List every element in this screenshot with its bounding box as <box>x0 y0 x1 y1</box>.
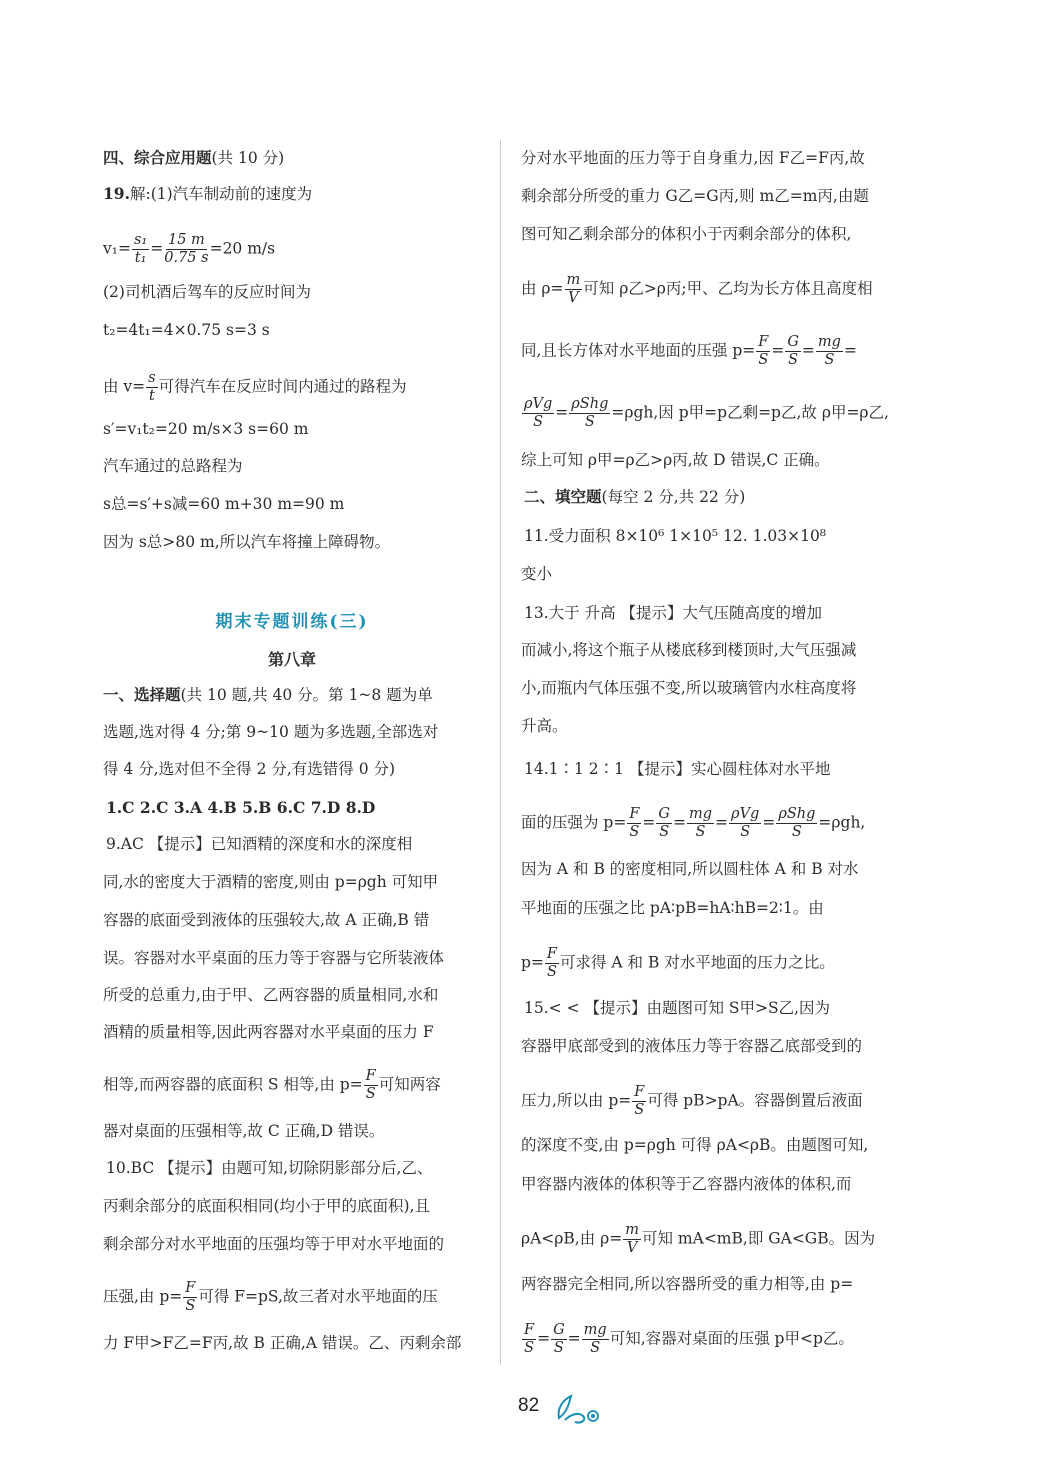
q10-line-5: 力 F甲>F乙=F丙,故 B 正确,A 错误。乙、丙剩余部 <box>103 1334 462 1352</box>
fraction <box>146 370 157 405</box>
fraction-num: F <box>634 1084 645 1100</box>
page-number: 82 <box>518 1395 540 1416</box>
fraction-num: mg <box>689 806 713 822</box>
q10-cont-line-3: 图可知乙剩余部分的体积小于丙剩余部分的体积, <box>521 225 852 243</box>
text-part: 可知 mA<mB,即 GA<GB。因为 <box>642 1229 876 1248</box>
text-part: p= <box>521 953 544 972</box>
fraction <box>545 946 559 981</box>
q14-line-4: 平地面的压强之比 pA∶pB=hA∶hB=2∶1。由 <box>521 899 824 917</box>
q15-line-6 <box>521 1222 875 1257</box>
q15-line-5: 甲容器内液体的体积等于乙容器内液体的体积,而 <box>521 1175 852 1193</box>
q10-cont-line-7: 综上可知 ρ甲=ρ乙>ρ丙,故 D 错误,C 正确。 <box>521 451 830 469</box>
fraction <box>565 272 583 307</box>
fraction <box>687 806 714 841</box>
q10-line-3: 剩余部分对水平地面的压强均等于甲对水平地面的 <box>103 1235 445 1253</box>
fraction-num: 15 m <box>168 232 205 248</box>
fraction-den: S <box>788 352 799 368</box>
text-part: 由 ρ= <box>521 279 564 298</box>
fraction <box>551 1322 567 1357</box>
fraction-den: S <box>695 824 706 840</box>
fraction-num: G <box>553 1322 565 1338</box>
fraction-den: S <box>740 824 751 840</box>
fraction-num: s₁ <box>133 232 148 248</box>
leaf-swirl-icon <box>553 1390 603 1426</box>
formula-part: v₁= <box>103 239 131 258</box>
section-1-desc: (共 10 题,共 40 分。第 1~8 题为单 <box>180 686 433 704</box>
q13-line-3: 小,而瓶内气体压强不变,所以玻璃管内水柱高度将 <box>521 679 857 697</box>
section-4-title: 四、综合应用题 <box>103 148 212 167</box>
q9-line-4: 误。容器对水平桌面的压力等于容器与它所装液体 <box>103 949 445 967</box>
fraction <box>776 806 817 841</box>
fraction-num: F <box>524 1322 535 1338</box>
fraction-den: S <box>365 1086 376 1102</box>
fraction-num: F <box>365 1068 376 1084</box>
q9-line-8: 器对桌面的压强相等,故 C 正确,D 错误。 <box>103 1122 385 1140</box>
q9-line-6: 酒精的质量相等,因此两容器对水平桌面的压力 F <box>103 1023 434 1041</box>
fraction <box>522 1322 536 1357</box>
q14-line-2: 面的压强为 p= $\frac{F}{S}$ = $\frac{G}{S}$ = $\frac{mg}{S}$ = $\frac{\text{ρVg}}{S}$ = $\frac{\text{ρShg}}{S}$ =ρgh, <box>521 806 866 840</box>
text-part: 由 v= <box>103 377 146 396</box>
fraction-den: V <box>568 290 579 306</box>
fraction-den: S <box>533 414 544 430</box>
text-part: 可得 pB>pA。容器倒置后液面 <box>647 1091 863 1110</box>
q19-line-3: (2)司机酒后驾车的反应时间为 <box>103 283 311 301</box>
fraction-den: S <box>659 824 670 840</box>
fraction-num: m <box>625 1222 639 1238</box>
text-part: 面的压强为 p= <box>521 813 627 832</box>
q19-number: 19. <box>103 184 130 203</box>
q9-line-2: 同,水的密度大于酒精的密度,则由 p=ρgh 可知甲 <box>103 873 439 891</box>
q12-line-2: 变小 <box>521 565 553 583</box>
sec1-line-3: 得 4 分,选对但不全得 2 分,有选错得 0 分) <box>103 760 396 778</box>
fraction <box>627 806 641 841</box>
fraction-num: mg <box>583 1322 607 1338</box>
fraction-num: mg <box>817 334 841 350</box>
q15-line-1: 15.< < 【提示】由题图可知 S甲>S乙,因为 <box>524 999 831 1017</box>
fraction-num: ρShg <box>778 806 816 822</box>
section-2-heading <box>524 487 745 507</box>
column-divider <box>500 140 501 1365</box>
q14-line-1: 14.1∶1 2∶1 【提示】实心圆柱体对水平地 <box>524 760 831 778</box>
q13-line-4: 升高。 <box>521 717 568 735</box>
fraction-num: ρVg <box>524 396 553 412</box>
fraction-num: F <box>629 806 640 822</box>
section-1-title: 一、选择题 <box>103 685 181 704</box>
text-part: 可知 ρ乙>ρ丙;甲、乙均为长方体且高度相 <box>583 279 873 298</box>
fraction <box>756 334 770 369</box>
fraction-num: ρShg <box>571 396 609 412</box>
q19-line-8: s总=s′+s减=60 m+30 m=90 m <box>103 495 345 513</box>
text-part: 可知两容 <box>378 1075 441 1094</box>
fraction-num: G <box>787 334 799 350</box>
q10-line-2: 丙剩余部分的底面积相同(均小于甲的底面积),且 <box>103 1197 431 1215</box>
fraction <box>785 334 801 369</box>
q15-line-4: 的深度不变,由 p=ρgh 可得 ρA<ρB。由题图可知, <box>521 1136 869 1154</box>
q19-line-4: t₂=4t₁=4×0.75 s=3 s <box>103 321 270 339</box>
q13-line-1: 13.大于 升高 【提示】大气压随高度的增加 <box>524 604 823 622</box>
fraction-den: S <box>629 824 640 840</box>
q14-line-3: 因为 A 和 B 的密度相同,所以圆柱体 A 和 B 对水 <box>521 860 859 878</box>
fraction <box>729 806 761 841</box>
fraction <box>632 1084 646 1119</box>
q15-line-3 <box>521 1084 863 1119</box>
fraction-den: S <box>590 1340 601 1356</box>
q19-line-7: 汽车通过的总路程为 <box>103 457 243 475</box>
q19-velocity-formula: v₁= $\frac{\text{s₁}}{\text{t₁}}$ = $\frac{15 m}{0.75 s}$ =20 m/s <box>103 232 276 266</box>
section-title: 期末专题训练(三) <box>215 612 369 632</box>
text-part: 相等,而两容器的底面积 S 相等,由 p= <box>103 1075 363 1094</box>
fraction-num: m <box>566 272 581 288</box>
q19-line-9: 因为 s总>80 m,所以汽车将撞上障碍物。 <box>103 533 391 551</box>
fraction <box>132 232 149 267</box>
q9-line-5: 所受的总重力,由于甲、乙两容器的质量相同,水和 <box>103 986 439 1004</box>
q9-line-7 <box>103 1068 441 1103</box>
fraction-num: G <box>658 806 670 822</box>
q9-line-1: 9.AC 【提示】已知酒精的深度和水的深度相 <box>106 835 413 853</box>
fraction-den: S <box>553 1340 564 1356</box>
q10-cont-line-6: $\frac{\text{ρVg}}{S}$ = $\frac{\text{ρShg}}{S}$ =ρgh,因 p甲=p乙剩=p乙,故 ρ甲=ρ乙, <box>524 396 889 430</box>
fraction <box>816 334 843 369</box>
fraction-den: S <box>546 964 557 980</box>
fraction-den: S <box>824 352 835 368</box>
section-2-score: (每空 2 分,共 22 分) <box>601 488 746 506</box>
fraction <box>364 1068 378 1103</box>
fraction <box>164 232 208 267</box>
q10-cont-line-5: 同,且长方体对水平地面的压强 p= $\frac{F}{S}$ = $\frac{G}{S}$ = $\frac{mg}{S}$ = <box>521 334 857 368</box>
text-part: 可得汽车在反应时间内通过的路程为 <box>158 377 407 396</box>
fraction-num: F <box>185 1280 196 1296</box>
fraction-den: S <box>584 414 595 430</box>
fraction-den: S <box>758 352 769 368</box>
q10-cont-line-2: 剩余部分所受的重力 G乙=G丙,则 m乙=m丙,由题 <box>521 187 869 205</box>
q10-cont-line-1: 分对水平地面的压力等于自身重力,因 F乙=F丙,故 <box>521 149 865 167</box>
fraction-num: F <box>546 946 557 962</box>
q14-line-5 <box>521 946 835 981</box>
q15-line-8: $\frac{F}{S}$ = $\frac{G}{S}$ = $\frac{mg}{S}$ 可知,容器对桌面的压强 p甲<p乙。 <box>524 1322 854 1356</box>
fraction-den: S <box>791 824 802 840</box>
q19-text-1: 解:(1)汽车制动前的速度为 <box>129 185 313 203</box>
q19-line-5 <box>103 370 407 405</box>
q19-line-6: s′=v₁t₂=20 m/s×3 s=60 m <box>103 420 309 438</box>
formula-part: =20 m/s <box>209 239 276 258</box>
text-part: 同,且长方体对水平地面的压强 p= <box>521 341 756 360</box>
choice-answers: 1.C 2.C 3.A 4.B 5.B 6.C 7.D 8.D <box>106 798 376 817</box>
text-part: 压强,由 p= <box>103 1287 183 1306</box>
fraction <box>582 1322 609 1357</box>
text-part: ρA<ρB,由 ρ= <box>521 1229 623 1248</box>
text-part: 压力,所以由 p= <box>521 1091 632 1110</box>
q10-line-1: 10.BC 【提示】由题可知,切除阴影部分后,乙、 <box>106 1159 433 1177</box>
fraction-num: F <box>758 334 769 350</box>
section-4-heading <box>103 148 284 168</box>
text-part: =ρgh, <box>818 813 866 832</box>
text-part: 可知,容器对桌面的压强 p甲<p乙。 <box>609 1329 854 1348</box>
q11-q12-line: 11.受力面积 8×10⁶ 1×10⁵ 12. 1.03×10⁸ <box>524 527 827 545</box>
fraction-num: ρVg <box>731 806 760 822</box>
sec1-line-2: 选题,选对得 4 分;第 9~10 题为多选题,全部选对 <box>103 723 439 741</box>
fraction <box>522 396 554 431</box>
fraction-den: 0.75 s <box>164 250 209 266</box>
q13-line-2: 而减小,将这个瓶子从楼底移到楼顶时,大气压强减 <box>521 641 857 659</box>
chapter-title: 第八章 <box>267 650 316 669</box>
fraction-den: t₁ <box>134 250 147 266</box>
fraction <box>656 806 672 841</box>
q15-line-2: 容器甲底部受到的液体压力等于容器乙底部受到的 <box>521 1037 863 1055</box>
section-2-title: 二、填空题 <box>524 487 602 506</box>
text-part: =ρgh,因 p甲=p乙剩=p乙,故 ρ甲=ρ乙, <box>611 403 889 422</box>
q15-line-7: 两容器完全相同,所以容器所受的重力相等,由 p= <box>521 1275 854 1293</box>
fraction-num: s <box>148 370 156 386</box>
sec1-line-1 <box>103 685 433 705</box>
q19-line-1 <box>103 184 312 204</box>
fraction-den: t <box>148 388 155 404</box>
fraction <box>623 1222 641 1257</box>
q9-line-3: 容器的底面受到液体的压强较大,故 A 正确,B 错 <box>103 911 430 929</box>
text-part: 可得 F=pS,故三者对水平地面的压 <box>198 1287 438 1306</box>
fraction <box>183 1280 197 1315</box>
section-4-score: (共 10 分) <box>211 149 285 167</box>
fraction-den: S <box>185 1298 196 1314</box>
fraction <box>569 396 610 431</box>
q10-cont-line-4 <box>521 272 873 307</box>
q10-line-4 <box>103 1280 438 1315</box>
fraction-den: S <box>524 1340 534 1356</box>
fraction-den: S <box>634 1102 645 1118</box>
fraction-den: V <box>626 1240 638 1256</box>
text-part: 可求得 A 和 B 对水平地面的压力之比。 <box>559 953 835 972</box>
